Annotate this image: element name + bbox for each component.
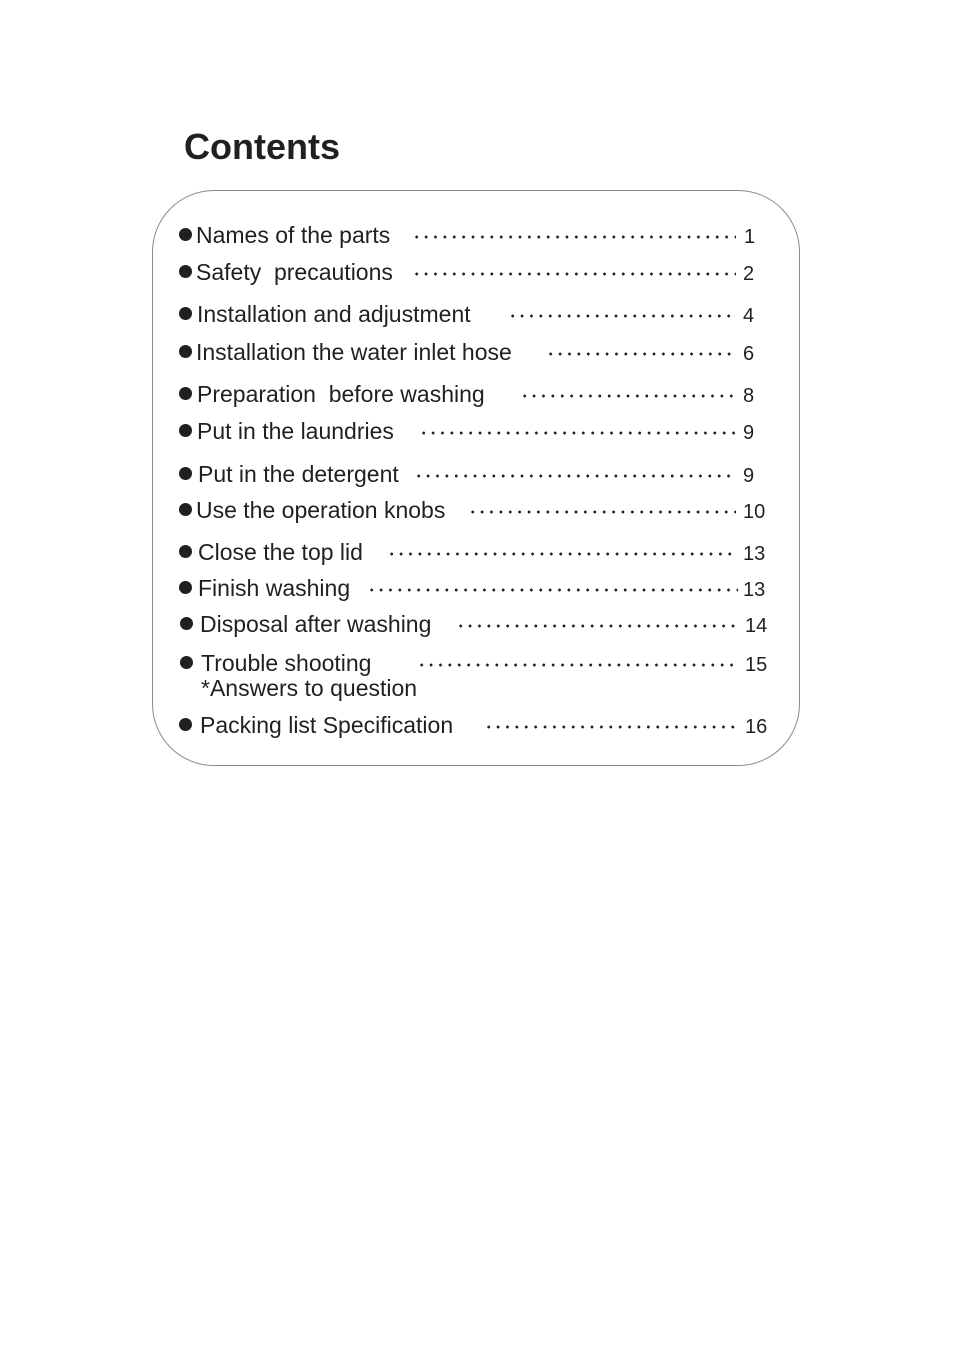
- toc-page-number: 14: [745, 615, 768, 637]
- toc-entry-label: Safety precautions: [196, 259, 393, 285]
- toc-entry-label: Packing list Specification: [200, 712, 454, 738]
- toc-entry-label: Installation the water inlet hose: [196, 339, 512, 365]
- toc-entry-sublabel: *Answers to question: [201, 675, 418, 701]
- bullet-icon: [179, 581, 192, 594]
- toc-entry: [0, 609, 954, 639]
- toc-entry-label: Put in the detergent: [198, 461, 399, 487]
- leader-dots: [419, 431, 738, 435]
- toc-page-number: 10: [743, 501, 766, 523]
- bullet-icon: [179, 467, 192, 480]
- bullet-icon: [180, 656, 193, 669]
- bullet-icon: [179, 503, 192, 516]
- toc-page-number: 2: [743, 263, 755, 285]
- toc-page-number: 13: [743, 543, 766, 565]
- leader-dots: [412, 235, 736, 239]
- toc-entry-label: Preparation before washing: [197, 381, 485, 407]
- toc-entry-label: Trouble shooting: [201, 650, 372, 676]
- toc-entry-label: Finish washing: [198, 575, 351, 601]
- toc-entry-label: Put in the laundries: [197, 418, 394, 444]
- leader-dots: [367, 588, 738, 592]
- leader-dots: [456, 624, 736, 628]
- toc-page-number: 16: [745, 716, 768, 738]
- toc-entry: [0, 257, 954, 287]
- bullet-icon: [179, 387, 192, 400]
- toc-page-number: 6: [743, 343, 755, 365]
- toc-entry: [0, 495, 954, 525]
- toc-entry: [0, 379, 954, 409]
- toc-page-number: 1: [744, 226, 756, 248]
- toc-entry: [0, 416, 954, 446]
- toc-entry: [0, 573, 954, 603]
- toc-entry-label: Disposal after washing: [200, 611, 432, 637]
- toc-entry: [0, 648, 954, 701]
- toc-page-number: 15: [745, 654, 768, 676]
- leader-dots: [484, 725, 738, 729]
- toc-entry: [0, 299, 954, 329]
- toc-entry-label: Use the operation knobs: [196, 497, 446, 523]
- toc-page-number: 4: [743, 305, 755, 327]
- leader-dots: [387, 552, 736, 556]
- toc-entry: [0, 337, 954, 367]
- toc-entry: [0, 459, 954, 489]
- bullet-icon: [179, 265, 192, 278]
- leader-dots: [508, 314, 736, 318]
- leader-dots: [412, 272, 736, 276]
- toc-page-number: 9: [743, 465, 755, 487]
- toc-entry-label: Close the top lid: [198, 539, 363, 565]
- bullet-icon: [179, 345, 192, 358]
- leader-dots: [414, 474, 736, 478]
- toc-page-number: 9: [743, 422, 755, 444]
- page-title: Contents: [184, 126, 340, 167]
- bullet-icon: [179, 228, 192, 241]
- leader-dots: [468, 510, 736, 514]
- toc-entry-label: Installation and adjustment: [197, 301, 471, 327]
- leader-dots: [520, 394, 736, 398]
- toc-page-number: 13: [743, 579, 766, 601]
- bullet-icon: [179, 718, 192, 731]
- bullet-icon: [179, 307, 192, 320]
- toc-entry: [0, 710, 954, 740]
- toc-entry: [0, 220, 954, 250]
- leader-dots: [417, 663, 736, 667]
- toc-entry-label: Names of the parts: [196, 222, 391, 248]
- toc-entry: [0, 537, 954, 567]
- bullet-icon: [179, 424, 192, 437]
- leader-dots: [546, 352, 736, 356]
- toc-page-number: 8: [743, 385, 755, 407]
- bullet-icon: [179, 545, 192, 558]
- bullet-icon: [180, 617, 193, 630]
